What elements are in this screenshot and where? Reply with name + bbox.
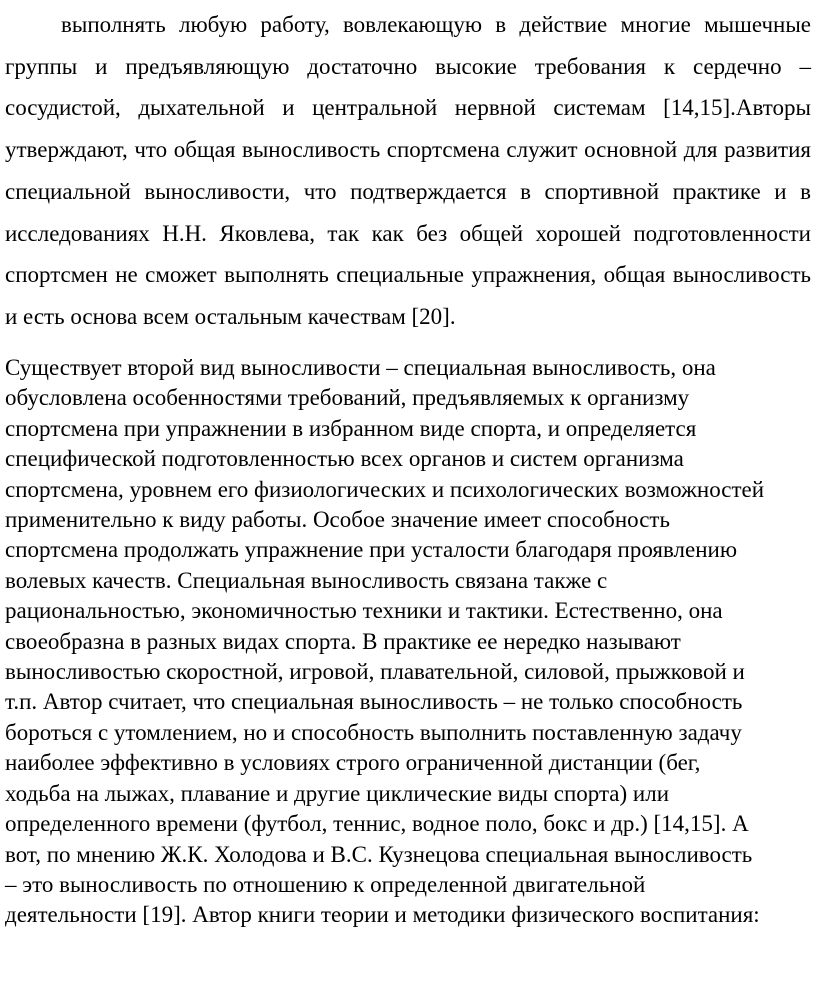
paragraph-special-endurance: Существует второй вид выносливости – специальная выносливость, она обусловлена особенностями требований, предъявляемых к организму спортсмена при упражнении в избранном виде спорта, и определяется специфической подготовленностью всех органов и систем организма спортсмена, уровнем его физиологических и психологических возможностей применительно к виду работы. Особое значение имеет способность спортсмена продолжать упражнение при усталости благодаря проявлению волевых качеств. Специальная выносливость связана также с рациональностью, экономичностью техники и тактики. Естественно, она своеобразна в разных видах спорта. В практике ее нередко называют выносливостью скоростной, игровой, плавательной, силовой, прыжковой и т.п. Автор считает, что специальная выносливость – не только способность бороться с утомлением, но и способность выполнить поставленную задачу наиболее эффективно в условиях строго ограниченной дистанции (бег, ходьба на лыжах, плавание и другие циклические виды спорта) или определенного времени (футбол, теннис, водное поло, бокс и др.) [14,15]. А вот, по мнению Ж.К. Холодова и В.С. Кузнецова специальная выносливость – это выносливость по отношению к определенной двигательной деятельности [19]. Автор книги теории и методики физического воспитания: [5, 355, 765, 928]
paragraph-general-endurance: выполнять любую работу, вовлекающую в действие многие мышечные группы и предъявляющую достаточно высокие требования к сердечно – сосудистой, дыхательной и центральной нервной системам [14,15].Авторы утверждают, что общая выносливость спортсмена служит основной для развития специальной выносливости, что подтверждается в спортивной практике и в исследованиях Н.Н. Яковлева, так как без общей хорошей подготовленности спортсмен не сможет выполнять специальные упражнения, общая выносливость и есть основа всем остальным качествам [20]. [5, 12, 811, 329]
